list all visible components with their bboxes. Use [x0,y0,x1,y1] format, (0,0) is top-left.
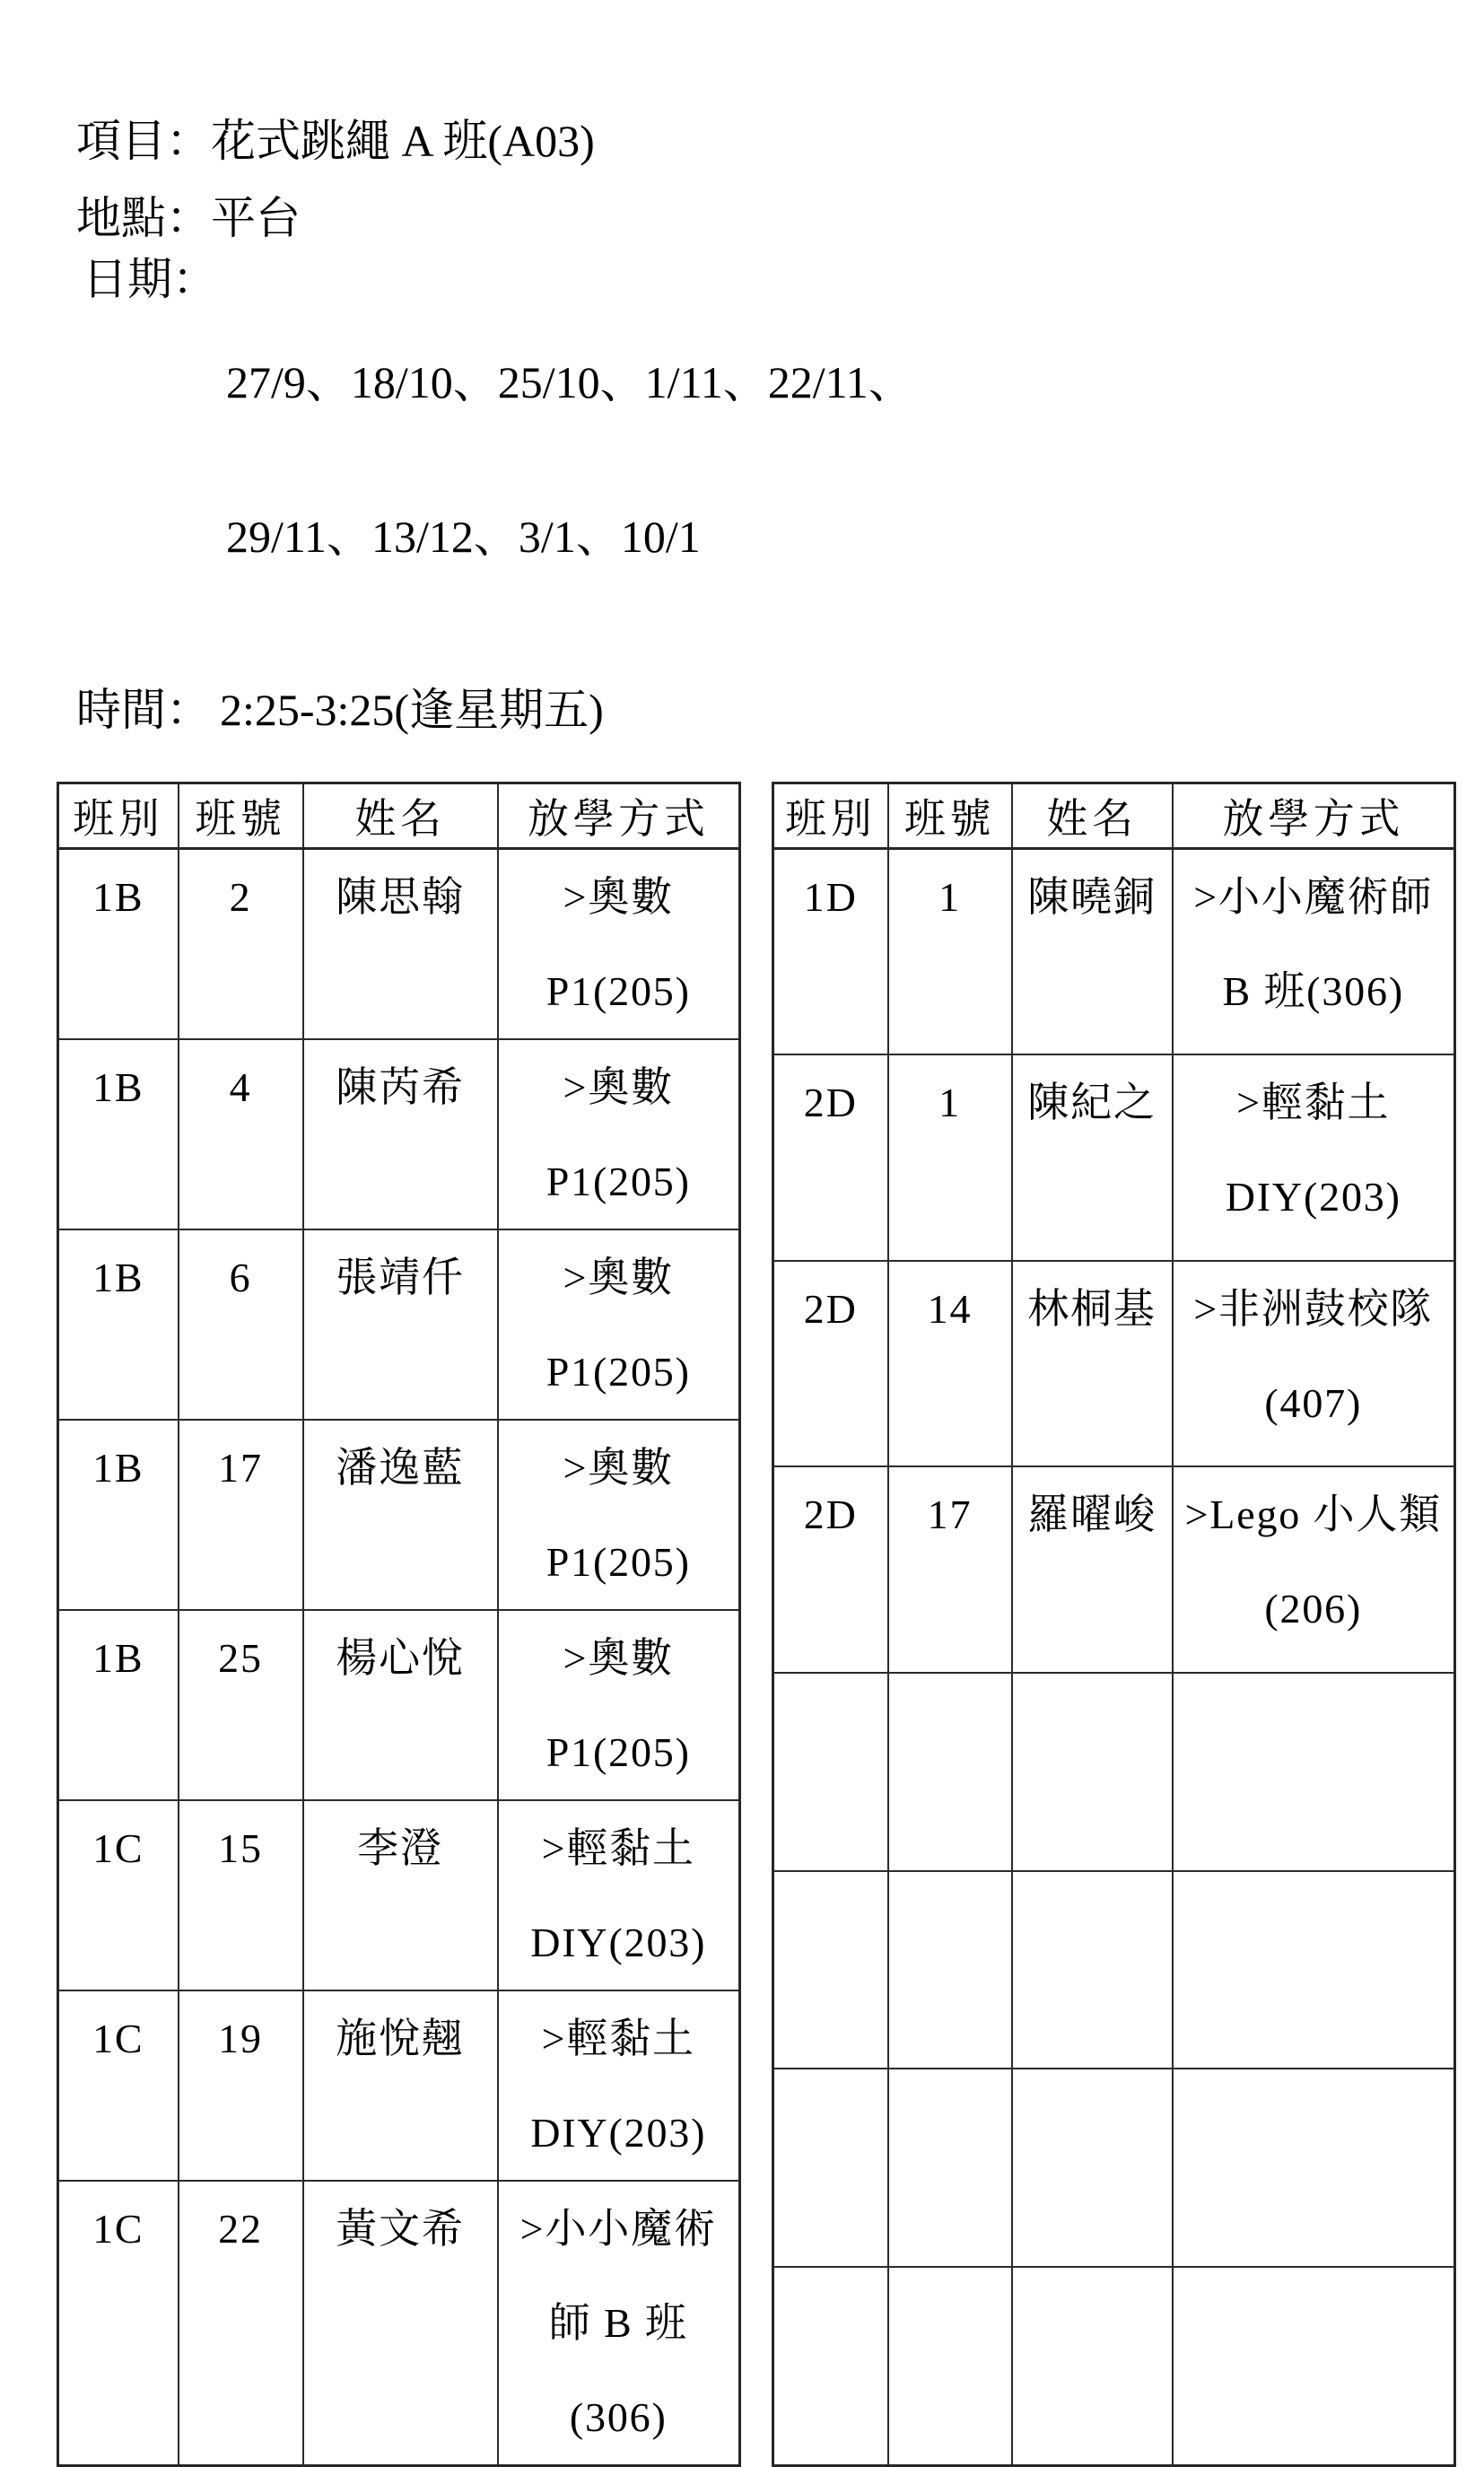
column-header: 班別 [58,783,179,849]
cell-name: 張靖仟 [303,1229,498,1420]
dismissal-line: >輕黏土 [541,2016,695,2061]
cell-dismissal [498,1610,740,1800]
cell-no: 25 [179,1610,303,1800]
column-header: 放學方式 [498,783,740,849]
table-row [773,1673,1455,1871]
time-value: 2:25-3:25(逢星期五) [220,685,604,735]
table-row [58,1039,740,1229]
header-row [773,783,1455,849]
date-label: 日期： [83,254,217,304]
cell-no: 17 [888,1466,1012,1672]
cell-class: 1B [58,849,179,1040]
dismissal-line: (407) [1264,1379,1363,1426]
cell-name [1012,2267,1173,2465]
dismissal-line: P1(205) [546,1729,691,1775]
table-row [58,2181,740,2466]
roster-table-right [772,782,1456,2467]
cell-class: 1C [58,1990,179,2181]
column-header: 姓名 [303,783,498,849]
cell-dismissal [1173,2267,1455,2465]
cell-name [1012,2069,1173,2267]
table-row [773,2069,1455,2267]
column-header: 班號 [888,783,1012,849]
cell-dismissal [498,2181,740,2466]
table-row [773,1261,1455,1466]
dismissal-line: >小小魔術 [519,2206,717,2252]
cell-name: 陳曉銅 [1012,849,1173,1055]
class-info [0,0,1484,736]
table-row [58,1229,740,1420]
cell-dismissal [1173,2069,1455,2267]
cell-class: 1B [58,1229,179,1420]
dismissal-line: >奧數 [563,1445,674,1491]
cell-no [888,2069,1012,2267]
cell-name: 陳思翰 [303,849,498,1040]
table-row [773,1871,1455,2069]
cell-name: 楊心悅 [303,1610,498,1800]
column-header: 班別 [773,783,888,849]
cell-class: 2D [773,1466,888,1672]
cell-dismissal [498,1229,740,1420]
column-header: 放學方式 [1173,783,1455,849]
dismissal-line: DIY(203) [530,2110,707,2156]
cell-no: 2 [179,849,303,1040]
cell-class [773,2267,888,2465]
cell-no: 15 [179,1800,303,1990]
cell-class: 1C [58,2181,179,2466]
column-header: 姓名 [1012,783,1173,849]
cell-class: 2D [773,1261,888,1466]
cell-class [773,2069,888,2267]
cell-name: 林桐基 [1012,1261,1173,1466]
cell-dismissal [1173,1466,1455,1672]
cell-name: 陳芮希 [303,1039,498,1229]
table-row [773,1054,1455,1260]
cell-class [773,1871,888,2069]
cell-dismissal [498,1990,740,2181]
cell-dismissal [1173,849,1455,1055]
cell-name [1012,1673,1173,1871]
cell-no: 6 [179,1229,303,1420]
cell-name [1012,1871,1173,2069]
date-values [226,253,913,666]
cell-no: 17 [179,1420,303,1610]
dismissal-line: DIY(203) [530,1920,707,1965]
dismissal-line: >奧數 [563,874,674,920]
cell-class: 1C [58,1800,179,1990]
cell-class [773,1673,888,1871]
cell-no [888,1673,1012,1871]
table-row [58,1610,740,1800]
cell-no: 22 [179,2181,303,2466]
item-value: 花式跳繩 A 班(A03) [211,116,595,166]
dismissal-line: B 班(306) [1222,968,1405,1014]
table-row [58,1420,740,1610]
dismissal-line: >輕黏土 [1236,1080,1391,1126]
cell-dismissal [498,1420,740,1610]
cell-dismissal [498,849,740,1040]
cell-no: 1 [888,1054,1012,1260]
table-row [58,1800,740,1990]
cell-class: 2D [773,1054,888,1260]
date-line-1: 27/9、18/10、25/10、1/11、22/11、 [226,357,913,407]
dismissal-line: P1(205) [546,968,691,1014]
cell-dismissal [1173,1673,1455,1871]
cell-no [888,1871,1012,2069]
dismissal-line: (206) [1264,1586,1363,1632]
info-line-venue [76,192,1484,244]
column-header: 班號 [179,783,303,849]
dismissal-line: P1(205) [546,1539,691,1585]
dismissal-line: P1(205) [546,1159,691,1204]
date-line-2: 29/11、13/12、3/1、10/1 [226,512,701,562]
dismissal-line: >非洲鼓校隊 [1193,1285,1434,1332]
venue-label: 地點： [76,193,211,243]
info-line-time [76,684,1484,736]
dismissal-line: >小小魔術師 [1193,874,1434,920]
cell-no [888,2267,1012,2465]
dismissal-line: >Lego 小人類 [1184,1492,1443,1538]
cell-name: 羅曜峻 [1012,1466,1173,1672]
cell-class: 1D [773,849,888,1055]
time-label: 時間： [76,685,211,735]
dismissal-line: >輕黏土 [541,1825,695,1871]
dismissal-line: P1(205) [546,1349,691,1395]
dismissal-line: >奧數 [563,1255,674,1300]
cell-name: 黃文希 [303,2181,498,2466]
roster-table-left [57,782,741,2467]
cell-class: 1B [58,1420,179,1610]
cell-dismissal [498,1800,740,1990]
header-row [58,783,740,849]
cell-name: 李澄 [303,1800,498,1990]
cell-class: 1B [58,1039,179,1229]
cell-dismissal [498,1039,740,1229]
dismissal-line: >奧數 [563,1635,674,1681]
cell-name: 陳紀之 [1012,1054,1173,1260]
dismissal-line: >奧數 [563,1064,674,1110]
info-line-item [76,115,1484,167]
cell-name: 潘逸藍 [303,1420,498,1610]
table-row [773,1466,1455,1672]
table-row [58,1990,740,2181]
cell-no: 14 [888,1261,1012,1466]
table-row [58,849,740,1040]
cell-no: 4 [179,1039,303,1229]
cell-no: 19 [179,1990,303,2181]
item-label: 項目： [76,116,211,166]
cell-dismissal [1173,1871,1455,2069]
table-row [773,849,1455,1055]
venue-value: 平台 [211,193,301,243]
cell-dismissal [1173,1261,1455,1466]
info-line-date [83,253,1484,666]
cell-class: 1B [58,1610,179,1800]
dismissal-line: 師 B 班(306) [548,2300,688,2440]
cell-dismissal [1173,1054,1455,1260]
cell-name: 施悅翹 [303,1990,498,2181]
dismissal-line: DIY(203) [1225,1174,1401,1220]
cell-no: 1 [888,849,1012,1055]
table-row [773,2267,1455,2465]
tables [57,782,1484,2467]
